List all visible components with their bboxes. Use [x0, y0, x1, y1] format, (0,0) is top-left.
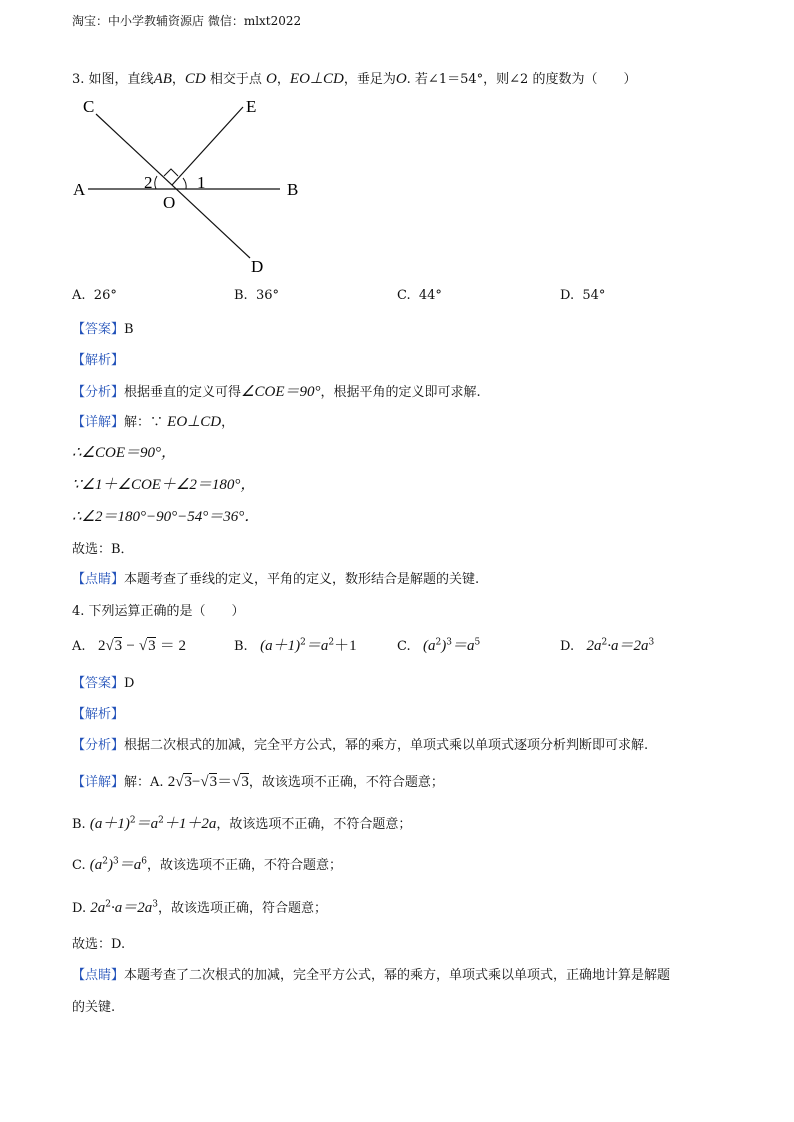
- detail-a-coef: 2: [167, 774, 176, 790]
- q4-choose: 故选：D.: [72, 937, 126, 952]
- q3-option-b: [234, 288, 279, 303]
- option-label: D.: [560, 288, 575, 303]
- q4-stem: [72, 600, 245, 619]
- detail-tag: 【详解】: [72, 415, 125, 430]
- q3-comma-2: ，: [276, 72, 290, 87]
- opt-d-lhs: 2a: [586, 638, 602, 654]
- detail-b-rexp: 2: [158, 815, 164, 826]
- opt-c-close: ): [441, 638, 447, 654]
- q3-step-2: ∵∠1＋∠COE＋∠2＝180°，: [72, 477, 256, 493]
- label-d: D: [251, 257, 264, 276]
- q3-choose: 故选：B．: [72, 542, 134, 557]
- label-angle1: 1: [197, 173, 206, 192]
- detail-c-close: ): [108, 857, 113, 873]
- label-b: B: [287, 180, 299, 199]
- line-cd: [96, 114, 250, 258]
- q3-fenxi: [72, 380, 481, 401]
- option-label: C.: [397, 288, 411, 303]
- q4-analysis-tag: 【解析】: [72, 707, 125, 722]
- q4-detail-c: [72, 853, 342, 874]
- detail-c-rexp: 6: [141, 856, 147, 867]
- q3-eo-cd: EO⊥CD: [289, 71, 344, 87]
- angle1-arc: [183, 178, 186, 189]
- option-label: A.: [72, 639, 86, 654]
- q3-stem-b: 相交于点: [209, 72, 262, 87]
- detail-math: EO⊥CD: [167, 414, 222, 430]
- q4-detail-a: 【详解】解：A. 2√3−√3＝√3，故该选项不正确，不符合题意；: [72, 774, 444, 790]
- opt-c-exp: 3: [446, 637, 452, 648]
- q3-o-2: O: [395, 71, 407, 87]
- q3-stem-c: ，垂足为: [343, 72, 396, 87]
- detail-a-radicand-2: 3: [209, 774, 218, 790]
- q3-analysis-tag: 【解析】: [72, 353, 125, 368]
- detail-c-prefix: C.: [72, 858, 86, 873]
- q3-option-a: [72, 288, 117, 303]
- label-a: A: [73, 180, 86, 199]
- label-angle2: 2: [144, 173, 153, 192]
- q4-number: 4.: [72, 604, 85, 619]
- detail-c-exp: 3: [113, 856, 119, 867]
- q3-cd: CD: [184, 71, 206, 87]
- detail-b-exp: 2: [129, 815, 136, 826]
- opt-c-iexp: 2: [435, 637, 442, 648]
- opt-b-exp: 2: [300, 637, 306, 648]
- option-label: A.: [72, 288, 86, 303]
- option-value: 36°: [255, 288, 279, 303]
- comment-text-1: 本题考查了二次根式的加减，完全平方公式，幂的乘方，单项式乘以单项式，正确地计算是解题: [124, 968, 671, 983]
- opt-a-radicand-2: 3: [148, 638, 156, 654]
- detail-b-base: (a＋1): [89, 816, 130, 832]
- opt-a-op: −: [126, 638, 135, 654]
- detail-d-prefix: D.: [72, 901, 87, 916]
- opt-d-lexp: 2: [601, 637, 608, 648]
- fenxi-math: ∠COE＝90°: [241, 384, 321, 400]
- opt-b-tail: ＋1: [334, 638, 357, 654]
- q3-step-1: ∴∠COE＝90°，: [72, 445, 176, 461]
- opt-a-eq: ＝ 2: [159, 638, 187, 654]
- detail-c-base: (a: [89, 857, 103, 873]
- detail-a-radicand-3: 3: [241, 774, 249, 790]
- q3-stem-a: 如图，直线: [88, 72, 154, 87]
- answer-tag: 【答案】: [72, 676, 125, 691]
- opt-c-rexp: 5: [474, 637, 481, 648]
- opt-a-radicand-1: 3: [114, 638, 123, 654]
- fenxi-tag: 【分析】: [72, 738, 125, 753]
- detail-c-text: ，故该选项不正确，不符合题意；: [146, 858, 342, 873]
- detail-b-tail: ＋1＋2a: [163, 816, 217, 832]
- q3-figure: [70, 92, 310, 277]
- detail-d-text: ，故该选项正确，符合题意；: [157, 901, 327, 916]
- detail-a-text: ，故该选项不正确，不符合题意；: [248, 775, 444, 790]
- q4-stem-text: 下列运算正确的是（ ）: [88, 604, 245, 619]
- right-angle-mark: [164, 169, 178, 176]
- detail-d-mid: ·a＝2a: [110, 900, 153, 916]
- opt-b-rhs: ＝a: [305, 638, 329, 654]
- q3-option-c: [397, 288, 442, 303]
- q4-comment-line2: 的关键.: [72, 1000, 116, 1015]
- q3-o: O: [266, 71, 277, 87]
- detail-c-iexp: 2: [102, 856, 108, 867]
- opt-c-rhs: ＝a: [452, 638, 475, 654]
- option-label: B.: [234, 288, 248, 303]
- detail-d-lexp: 2: [105, 899, 111, 910]
- detail-text-a: 解：∵: [124, 415, 168, 430]
- q3-number: 3.: [72, 72, 85, 87]
- fenxi-text-b: ，根据平角的定义即可求解.: [320, 385, 481, 400]
- q3-stem-d: . 若∠1＝54°，则∠2 的度数为（ ）: [406, 72, 637, 87]
- q4-detail-d: [72, 896, 327, 917]
- q4-detail-b: [72, 812, 411, 833]
- q3-option-d: [560, 288, 605, 303]
- detail-a-radicand-1: 3: [184, 774, 192, 790]
- opt-b-rexp: 2: [328, 637, 335, 648]
- option-label: C.: [397, 639, 411, 654]
- fenxi-tag: 【分析】: [72, 385, 125, 400]
- q4-answer: [72, 672, 134, 691]
- label-e: E: [246, 97, 257, 116]
- q3-comment: [72, 568, 479, 587]
- header-watermark: 淘宝：中小学教辅资源店 微信：mlxt2022: [72, 14, 302, 28]
- detail-text-b: ，: [221, 415, 235, 430]
- comment-tag: 【点睛】: [72, 572, 125, 587]
- answer-value: B: [124, 322, 134, 337]
- q4-option-d: [560, 634, 654, 655]
- angle2-arc: [155, 176, 157, 189]
- option-label: D.: [560, 639, 575, 654]
- detail-d-rexp: 3: [152, 899, 158, 910]
- comment-tag: 【点睛】: [72, 968, 125, 983]
- opt-a-coef: 2: [97, 638, 106, 654]
- label-o: O: [163, 193, 176, 212]
- option-value: 44°: [418, 288, 442, 303]
- comment-text: 本题考查了垂线的定义，平角的定义，数形结合是解题的关键.: [124, 572, 480, 587]
- detail-a-op: −: [191, 774, 201, 790]
- detail-b-text: ，故该选项不正确，不符合题意；: [216, 817, 412, 832]
- line-eo: [172, 107, 243, 185]
- q3-stem: [72, 68, 636, 88]
- detail-tag: 【详解】: [72, 775, 125, 790]
- q3-ab: AB: [153, 71, 172, 87]
- option-value: 26°: [93, 288, 117, 303]
- q3-detail: [72, 411, 234, 431]
- option-label: B.: [234, 639, 248, 654]
- detail-a-eq: ＝: [217, 774, 233, 790]
- q4-fenxi: [72, 734, 648, 753]
- fenxi-text-a: 根据垂直的定义可得: [124, 385, 242, 400]
- detail-b-rhs: ＝a: [135, 816, 159, 832]
- label-c: C: [83, 97, 95, 116]
- answer-value: D: [124, 676, 135, 691]
- fenxi-text: 根据二次根式的加减，完全平方公式，幂的乘方，单项式乘以单项式逐项分析判断即可求解.: [124, 738, 649, 753]
- q3-step-3: ∴∠2＝180°−90°−54°＝36°．: [72, 509, 260, 525]
- opt-c-base: (a: [423, 638, 436, 654]
- q4-comment-line1: [72, 964, 670, 983]
- opt-d-rexp: 3: [648, 637, 655, 648]
- q3-comma: ，: [171, 72, 185, 87]
- detail-a-prefix: 解：A.: [124, 775, 164, 790]
- answer-tag: 【答案】: [72, 322, 125, 337]
- opt-d-mid: ·a＝2a: [607, 638, 649, 654]
- q4-option-a: A. 2√3 − √3 ＝ 2: [72, 638, 187, 654]
- q4-option-c: [397, 634, 480, 655]
- detail-b-prefix: B.: [72, 817, 86, 832]
- q4-option-b: [234, 634, 357, 655]
- detail-c-rhs: ＝a: [118, 857, 142, 873]
- detail-d-lhs: 2a: [90, 900, 106, 916]
- option-value: 54°: [582, 288, 606, 303]
- opt-b-base: (a＋1): [260, 638, 301, 654]
- q3-answer: [72, 318, 134, 337]
